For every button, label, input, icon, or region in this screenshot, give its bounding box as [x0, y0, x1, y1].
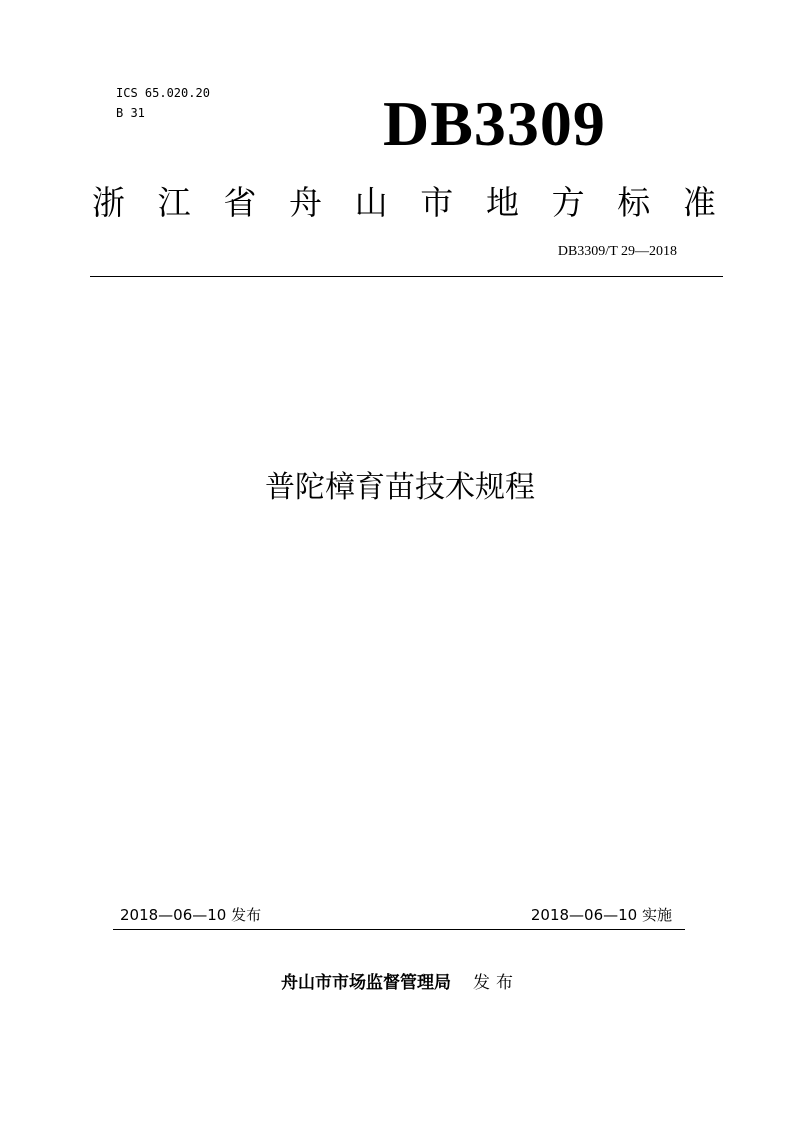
standard-type-char: 方 [551, 183, 585, 222]
footer-divider [113, 929, 685, 930]
publisher-name: 舟山市市场监督管理局 [281, 973, 451, 993]
standard-type-title [92, 178, 716, 228]
standard-type-char: 浙 [92, 183, 125, 222]
standard-type-char: 江 [157, 183, 191, 222]
standard-type-char: 省 [223, 183, 257, 222]
standard-type-char: 准 [682, 183, 716, 222]
publisher-line [0, 970, 800, 996]
standard-type-char: 舟 [288, 183, 322, 222]
standard-number: DB3309/T 29—2018 [557, 244, 677, 259]
implementation-date: 2018—06—10 实施 [530, 906, 672, 924]
ccs-code: B 31 [116, 106, 145, 120]
standard-type-char: 市 [420, 183, 454, 222]
standard-type-char: 地 [485, 183, 519, 222]
standard-type-char: 山 [354, 183, 388, 222]
header-divider [90, 276, 723, 277]
standard-code: DB3309 [383, 88, 606, 159]
publish-action: 发布 [473, 973, 519, 993]
document-title: 普陀樟育苗技术规程 [265, 470, 535, 505]
ics-code: ICS 65.020.20 [116, 86, 210, 100]
standard-type-char: 标 [617, 183, 651, 222]
issue-date: 2018—06—10 发布 [120, 906, 262, 924]
